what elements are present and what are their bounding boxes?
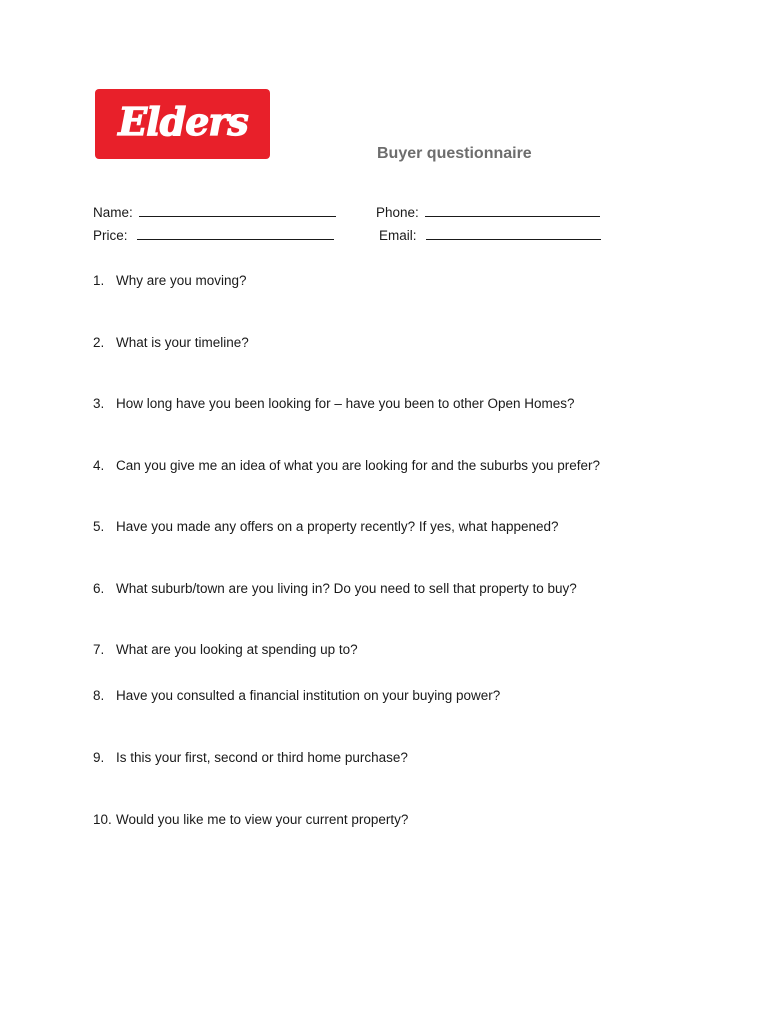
- question-number: 7.: [93, 642, 105, 657]
- question-item: [93, 335, 249, 350]
- question-text: Have you made any offers on a property recently? If yes, what happened?: [116, 519, 559, 534]
- question-text: What is your timeline?: [116, 335, 249, 350]
- svg-text:Elders: Elders: [117, 99, 248, 144]
- question-text: What are you looking at spending up to?: [116, 642, 358, 657]
- question-item: [93, 519, 559, 534]
- question-number: 10.: [93, 812, 112, 827]
- question-item: [93, 581, 577, 596]
- email-field[interactable]: [379, 227, 601, 243]
- question-number: 6.: [93, 581, 105, 596]
- question-number: 5.: [93, 519, 105, 534]
- email-label: Email:: [379, 228, 417, 243]
- question-number: 4.: [93, 458, 105, 473]
- question-item: [93, 396, 575, 411]
- question-number: 9.: [93, 750, 105, 765]
- question-item: [93, 458, 600, 473]
- name-blank-line[interactable]: [139, 204, 336, 217]
- question-number: 3.: [93, 396, 105, 411]
- name-label: Name:: [93, 205, 133, 220]
- question-text: Have you consulted a financial institution on your buying power?: [116, 688, 501, 703]
- phone-label: Phone:: [376, 205, 419, 220]
- question-text: Would you like me to view your current property?: [116, 812, 409, 827]
- price-label: Price:: [93, 228, 128, 243]
- question-text: How long have you been looking for – have you been to other Open Homes?: [116, 396, 575, 411]
- elders-wordmark: [103, 99, 263, 149]
- phone-blank-line[interactable]: [425, 204, 600, 217]
- question-text: Is this your first, second or third home purchase?: [116, 750, 408, 765]
- question-item: [93, 812, 408, 827]
- phone-field[interactable]: [376, 204, 600, 220]
- price-field[interactable]: [93, 227, 334, 243]
- question-number: 2.: [93, 335, 105, 350]
- question-number: 1.: [93, 273, 105, 288]
- question-text: Why are you moving?: [116, 273, 247, 288]
- elders-logo: [95, 89, 270, 159]
- question-text: Can you give me an idea of what you are looking for and the suburbs you prefer?: [116, 458, 601, 473]
- question-number: 8.: [93, 688, 105, 703]
- name-field[interactable]: [93, 204, 336, 220]
- page-title: Buyer questionnaire: [377, 145, 532, 162]
- email-blank-line[interactable]: [426, 227, 601, 240]
- question-item: [93, 642, 358, 657]
- question-item: [93, 273, 247, 288]
- question-text: What suburb/town are you living in? Do you need to sell that property to buy?: [116, 581, 577, 596]
- question-item: [93, 750, 408, 765]
- price-blank-line[interactable]: [137, 227, 334, 240]
- question-item: [93, 688, 500, 703]
